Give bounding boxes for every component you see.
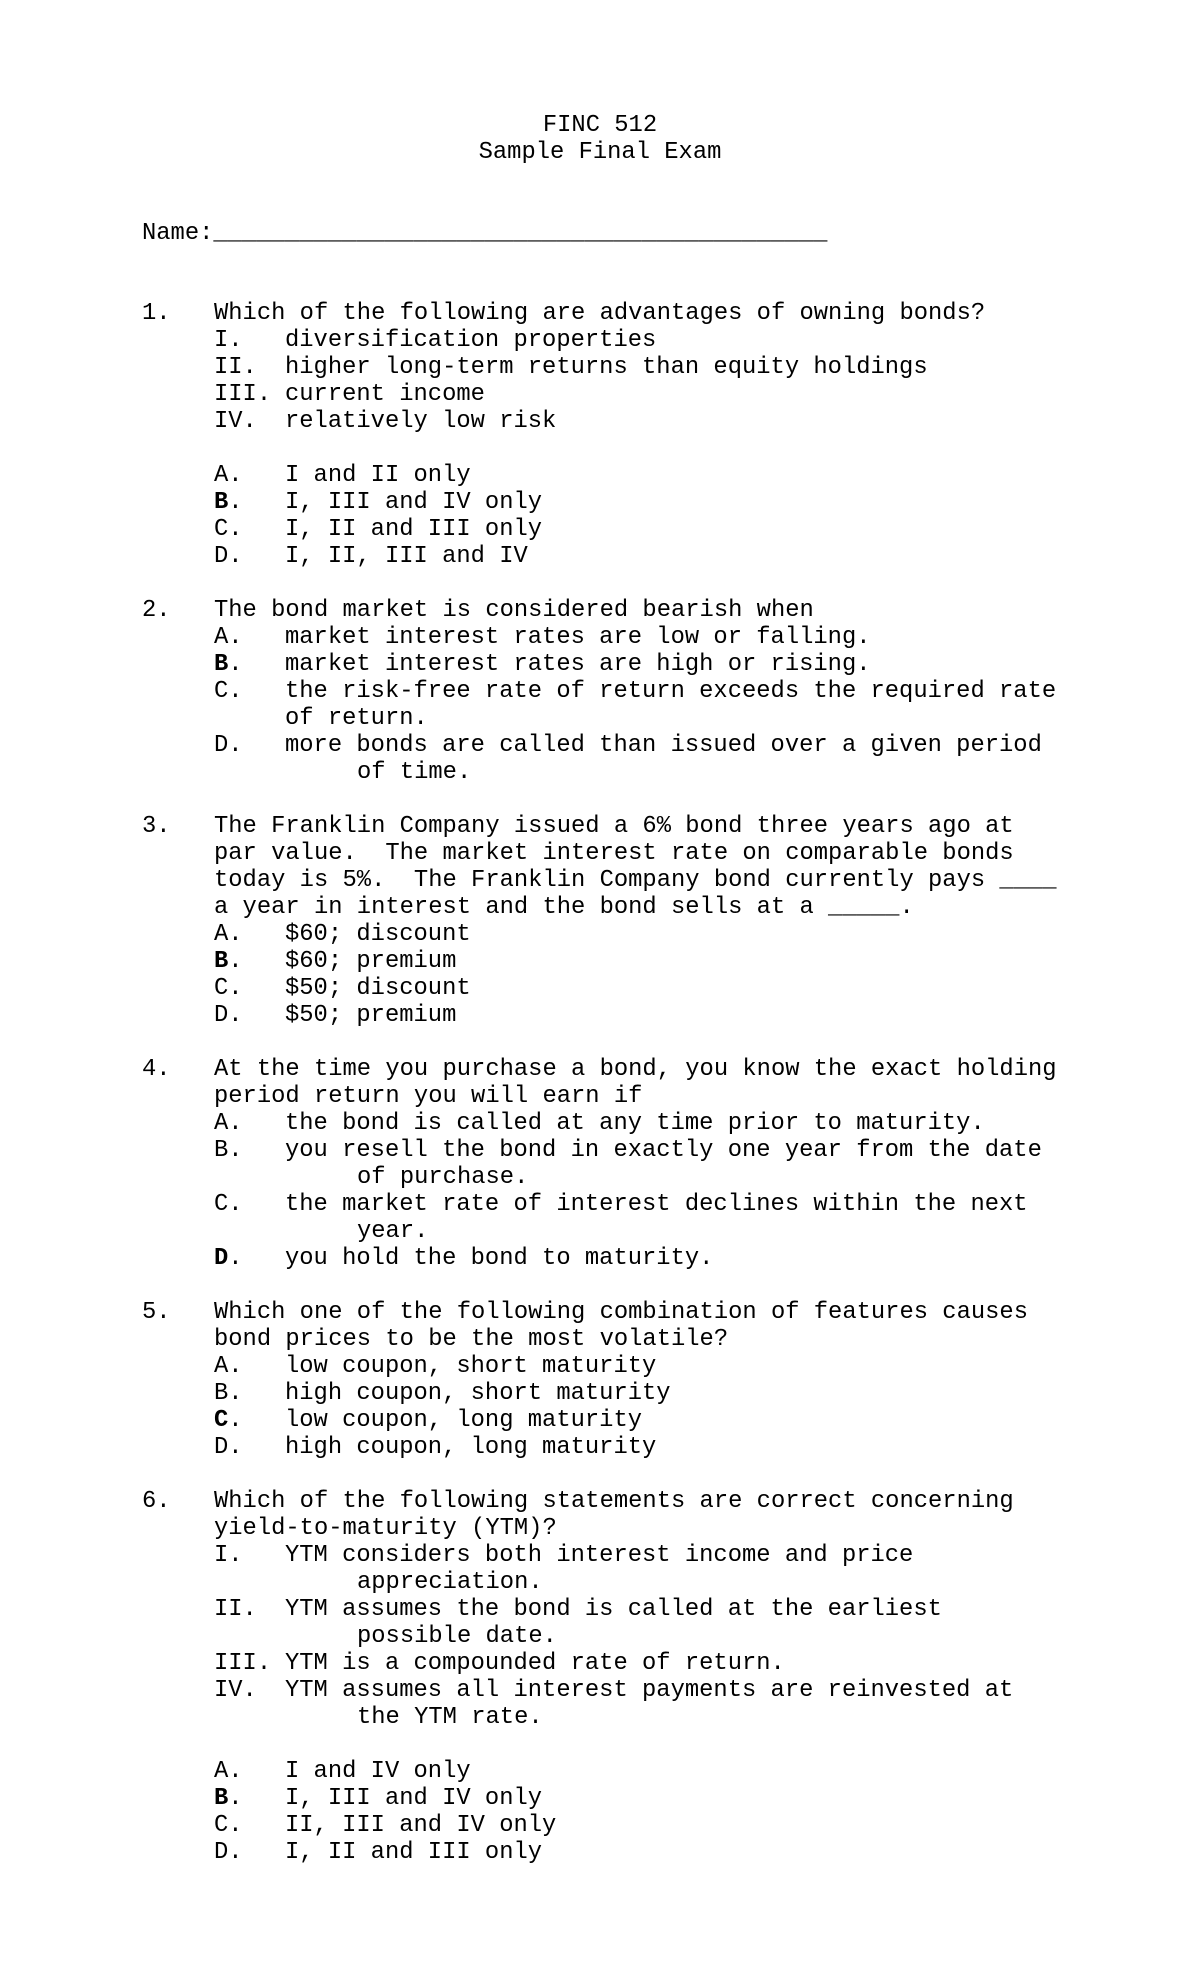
question-stem: bond prices to be the most volatile? <box>214 1326 729 1353</box>
option-letter[interactable]: A. <box>214 1110 243 1137</box>
option-text: you hold the bond to maturity. <box>285 1245 714 1272</box>
statement-text-continued: the YTM rate. <box>357 1704 543 1731</box>
question-number: 1. <box>142 300 171 327</box>
option-text-continued: year. <box>357 1218 429 1245</box>
option-text: the risk-free rate of return exceeds the required rate <box>285 678 1057 705</box>
option-letter-correct[interactable]: C. <box>214 1407 243 1434</box>
option-text: I and II only <box>285 462 471 489</box>
question-stem: par value. The market interest rate on comparable bonds <box>214 840 1014 867</box>
question-stem: period return you will earn if <box>214 1083 643 1110</box>
option-letter[interactable]: A. <box>214 462 243 489</box>
question-number: 2. <box>142 597 171 624</box>
option-letter[interactable]: B. <box>214 1137 243 1164</box>
option-letter[interactable]: D. <box>214 1002 243 1029</box>
option-text-continued: of purchase. <box>357 1164 529 1191</box>
option-letter[interactable]: D. <box>214 543 243 570</box>
course-code: FINC 512 <box>542 112 658 139</box>
option-letter[interactable]: C. <box>214 516 243 543</box>
option-letter[interactable]: A. <box>214 1353 243 1380</box>
option-letter-correct[interactable]: D. <box>214 1245 243 1272</box>
question-number: 6. <box>142 1488 171 1515</box>
question-number: 4. <box>142 1056 171 1083</box>
question-stem: Which of the following are advantages of owning bonds? <box>214 300 986 327</box>
option-text: I, III and IV only <box>285 1785 543 1812</box>
option-letter[interactable]: C. <box>214 678 243 705</box>
statement-text: diversification properties <box>285 327 657 354</box>
option-text: $60; discount <box>285 921 471 948</box>
option-text: I, III and IV only <box>285 489 543 516</box>
statement-text: higher long-term returns than equity holdings <box>285 354 928 381</box>
statement-text: relatively low risk <box>285 408 557 435</box>
option-text: II, III and IV only <box>285 1812 557 1839</box>
option-letter[interactable]: C. <box>214 1812 243 1839</box>
question-stem: At the time you purchase a bond, you know the exact holding <box>214 1056 1057 1083</box>
option-letter[interactable]: D. <box>214 1434 243 1461</box>
option-letter-correct[interactable]: B. <box>214 1785 243 1812</box>
option-letter[interactable]: D. <box>214 1839 243 1866</box>
statement-text: YTM assumes all interest payments are reinvested at <box>285 1677 1014 1704</box>
question-stem: Which of the following statements are correct concerning <box>214 1488 1014 1515</box>
statement-label: I. <box>214 327 243 354</box>
statement-label: III. <box>214 1650 272 1677</box>
option-letter-correct[interactable]: B. <box>214 948 243 975</box>
statement-text: YTM assumes the bond is called at the earliest <box>285 1596 942 1623</box>
name-field[interactable] <box>142 220 827 247</box>
option-text: $50; premium <box>285 1002 457 1029</box>
option-text: high coupon, short maturity <box>285 1380 671 1407</box>
statement-label: I. <box>214 1542 243 1569</box>
option-text: I, II and III only <box>285 516 543 543</box>
option-letter[interactable]: A. <box>214 921 243 948</box>
option-text: $50; discount <box>285 975 471 1002</box>
option-text: the bond is called at any time prior to maturity. <box>285 1110 985 1137</box>
statement-label: II. <box>214 354 257 381</box>
option-letter-correct[interactable]: B. <box>214 651 243 678</box>
option-letter[interactable]: A. <box>214 624 243 651</box>
option-text: more bonds are called than issued over a given period <box>285 732 1042 759</box>
statement-label: II. <box>214 1596 257 1623</box>
statement-label: IV. <box>214 1677 257 1704</box>
statement-label: III. <box>214 381 272 408</box>
option-text: the market rate of interest declines within the next <box>285 1191 1028 1218</box>
option-text: market interest rates are low or falling. <box>285 624 871 651</box>
statement-text-continued: appreciation. <box>357 1569 543 1596</box>
name-blank[interactable]: ___________________________________________ <box>213 220 828 247</box>
option-text: I, II, III and IV <box>285 543 528 570</box>
statement-text: YTM considers both interest income and price <box>285 1542 914 1569</box>
statement-text: current income <box>285 381 485 408</box>
option-text: I and IV only <box>285 1758 471 1785</box>
option-letter-correct[interactable]: B. <box>214 489 243 516</box>
name-label: Name: <box>142 220 214 247</box>
option-text: $60; premium <box>285 948 457 975</box>
option-text-continued: of time. <box>357 759 472 786</box>
option-text: I, II and III only <box>285 1839 543 1866</box>
statement-label: IV. <box>214 408 257 435</box>
statement-text-continued: possible date. <box>357 1623 557 1650</box>
question-stem: Which one of the following combination of features causes <box>214 1299 1028 1326</box>
statement-text: YTM is a compounded rate of return. <box>285 1650 785 1677</box>
option-letter[interactable]: C. <box>214 1191 243 1218</box>
option-letter[interactable]: C. <box>214 975 243 1002</box>
option-text-continued: of return. <box>285 705 428 732</box>
question-number: 5. <box>142 1299 171 1326</box>
question-stem: today is 5%. The Franklin Company bond currently pays ____ <box>214 867 1057 894</box>
question-stem: yield-to-maturity (YTM)? <box>214 1515 557 1542</box>
question-stem: a year in interest and the bond sells at a _____. <box>214 894 914 921</box>
option-text: high coupon, long maturity <box>285 1434 657 1461</box>
option-text: low coupon, short maturity <box>285 1353 657 1380</box>
option-letter[interactable]: D. <box>214 732 243 759</box>
question-stem: The Franklin Company issued a 6% bond three years ago at <box>214 813 1014 840</box>
question-number: 3. <box>142 813 171 840</box>
option-text: you resell the bond in exactly one year from the date <box>285 1137 1042 1164</box>
exam-title: Sample Final Exam <box>478 139 722 166</box>
option-text: market interest rates are high or rising. <box>285 651 871 678</box>
question-stem: The bond market is considered bearish when <box>214 597 814 624</box>
option-letter[interactable]: B. <box>214 1380 243 1407</box>
option-text: low coupon, long maturity <box>285 1407 643 1434</box>
option-letter[interactable]: A. <box>214 1758 243 1785</box>
